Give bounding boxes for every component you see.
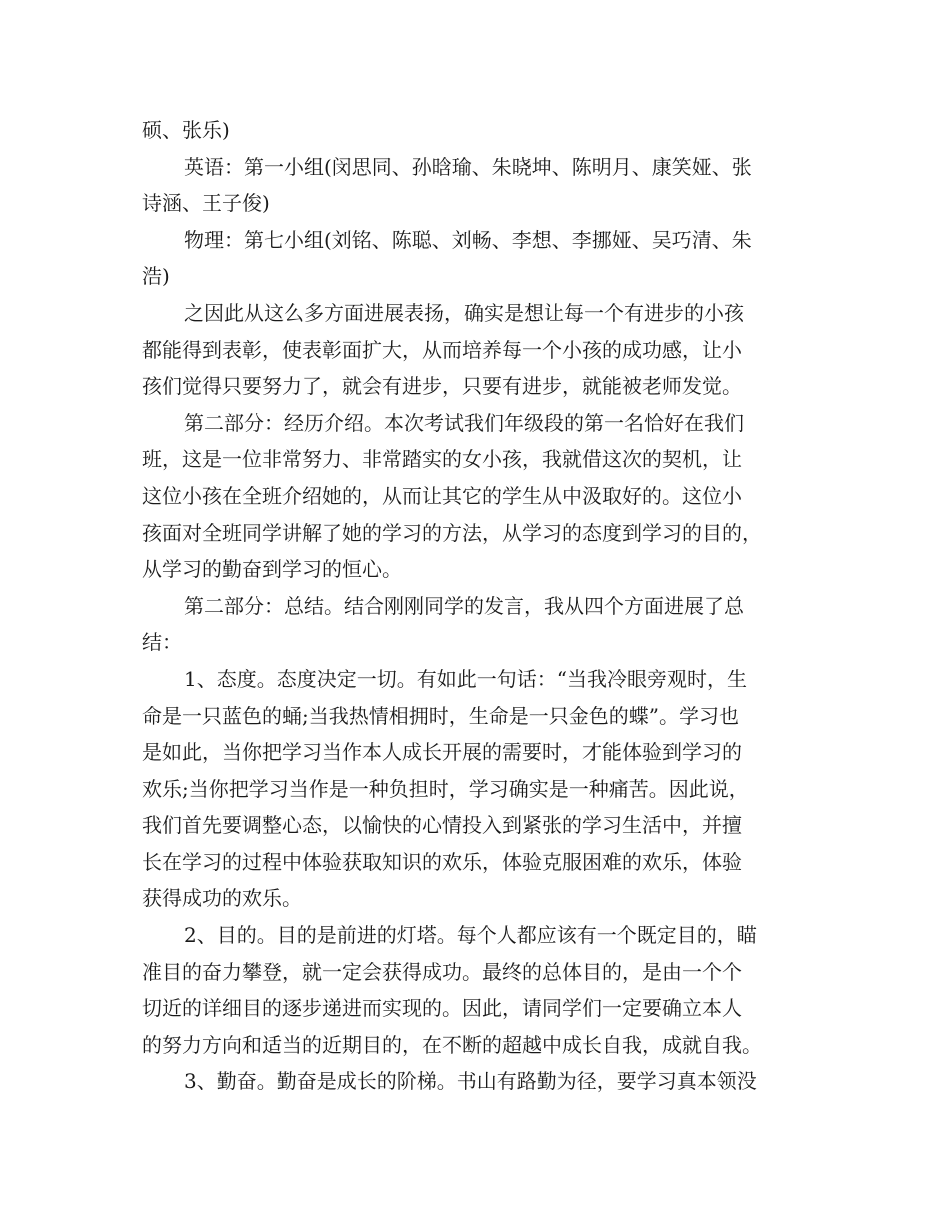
text-line: 物理：第七小组(刘铭、陈聪、刘畅、李想、李挪娅、吴巧清、朱	[184, 227, 752, 252]
text-line: 这位小孩在全班介绍她的，从而让其它的学生从中汲取好的。这位小	[142, 483, 742, 508]
text-line: 都能得到表彰，使表彰面扩大，从而培养每一个小孩的成功感，让小	[142, 337, 742, 362]
text-line: 英语：第一小组(闵思同、孙晗瑜、朱晓坤、陈明月、康笑娅、张	[184, 154, 752, 179]
text-line: 3、勤奋。勤奋是成长的阶梯。书山有路勤为径，要学习真本领没	[184, 1069, 757, 1094]
text-line: 的努力方向和适当的近期目的，在不断的超越中成长自我，成就自我。	[142, 1032, 762, 1057]
text-line: 欢乐;当你把学习当作是一种负担时，学习确实是一种痛苦。因此说，	[142, 776, 749, 801]
text-line: 是如此，当你把学习当作本人成长开展的需要时，才能体验到学习的	[142, 740, 742, 765]
text-line: 第二部分：总结。结合刚刚同学的发言，我从四个方面进展了总	[184, 593, 744, 618]
text-line: 之因此从这么多方面进展表扬，确实是想让每一个有进步的小孩	[184, 300, 744, 325]
text-line: 切近的详细目的逐步递进而实现的。因此，请同学们一定要确立本人	[142, 996, 742, 1021]
text-line: 命是一只蓝色的蛹;当我热情相拥时，生命是一只金色的蝶”。学习也	[142, 703, 739, 728]
text-line: 第二部分：经历介绍。本次考试我们年级段的第一名恰好在我们	[184, 410, 744, 435]
text-line: 诗涵、王子俊)	[142, 191, 270, 216]
text-line: 获得成功的欢乐。	[142, 886, 302, 911]
document-body	[142, 112, 822, 1100]
text-line: 从学习的勤奋到学习的恒心。	[142, 557, 402, 582]
text-line: 结：	[142, 630, 182, 655]
text-line: 孩们觉得只要努力了，就会有进步，只要有进步，就能被老师发觉。	[142, 374, 742, 399]
text-line: 2、目的。目的是前进的灯塔。每个人都应该有一个既定目的，瞄	[184, 923, 757, 948]
text-line: 准目的奋力攀登，就一定会获得成功。最终的总体目的，是由一个个	[142, 959, 742, 984]
text-line: 硕、张乐)	[142, 118, 230, 142]
text-line: 孩面对全班同学讲解了她的学习的方法，从学习的态度到学习的目的，	[142, 520, 762, 545]
text-line: 1、态度。态度决定一切。有如此一句话：“当我冷眼旁观时，生	[184, 666, 747, 691]
text-line: 我们首先要调整心态，以愉快的心情投入到紧张的学习生活中，并擅	[142, 813, 742, 838]
text-line: 浩)	[142, 264, 170, 289]
text-line: 班，这是一位非常努力、非常踏实的女小孩，我就借这次的契机，让	[142, 447, 742, 472]
text-line: 长在学习的过程中体验获取知识的欢乐，体验克服困难的欢乐，体验	[142, 849, 742, 874]
